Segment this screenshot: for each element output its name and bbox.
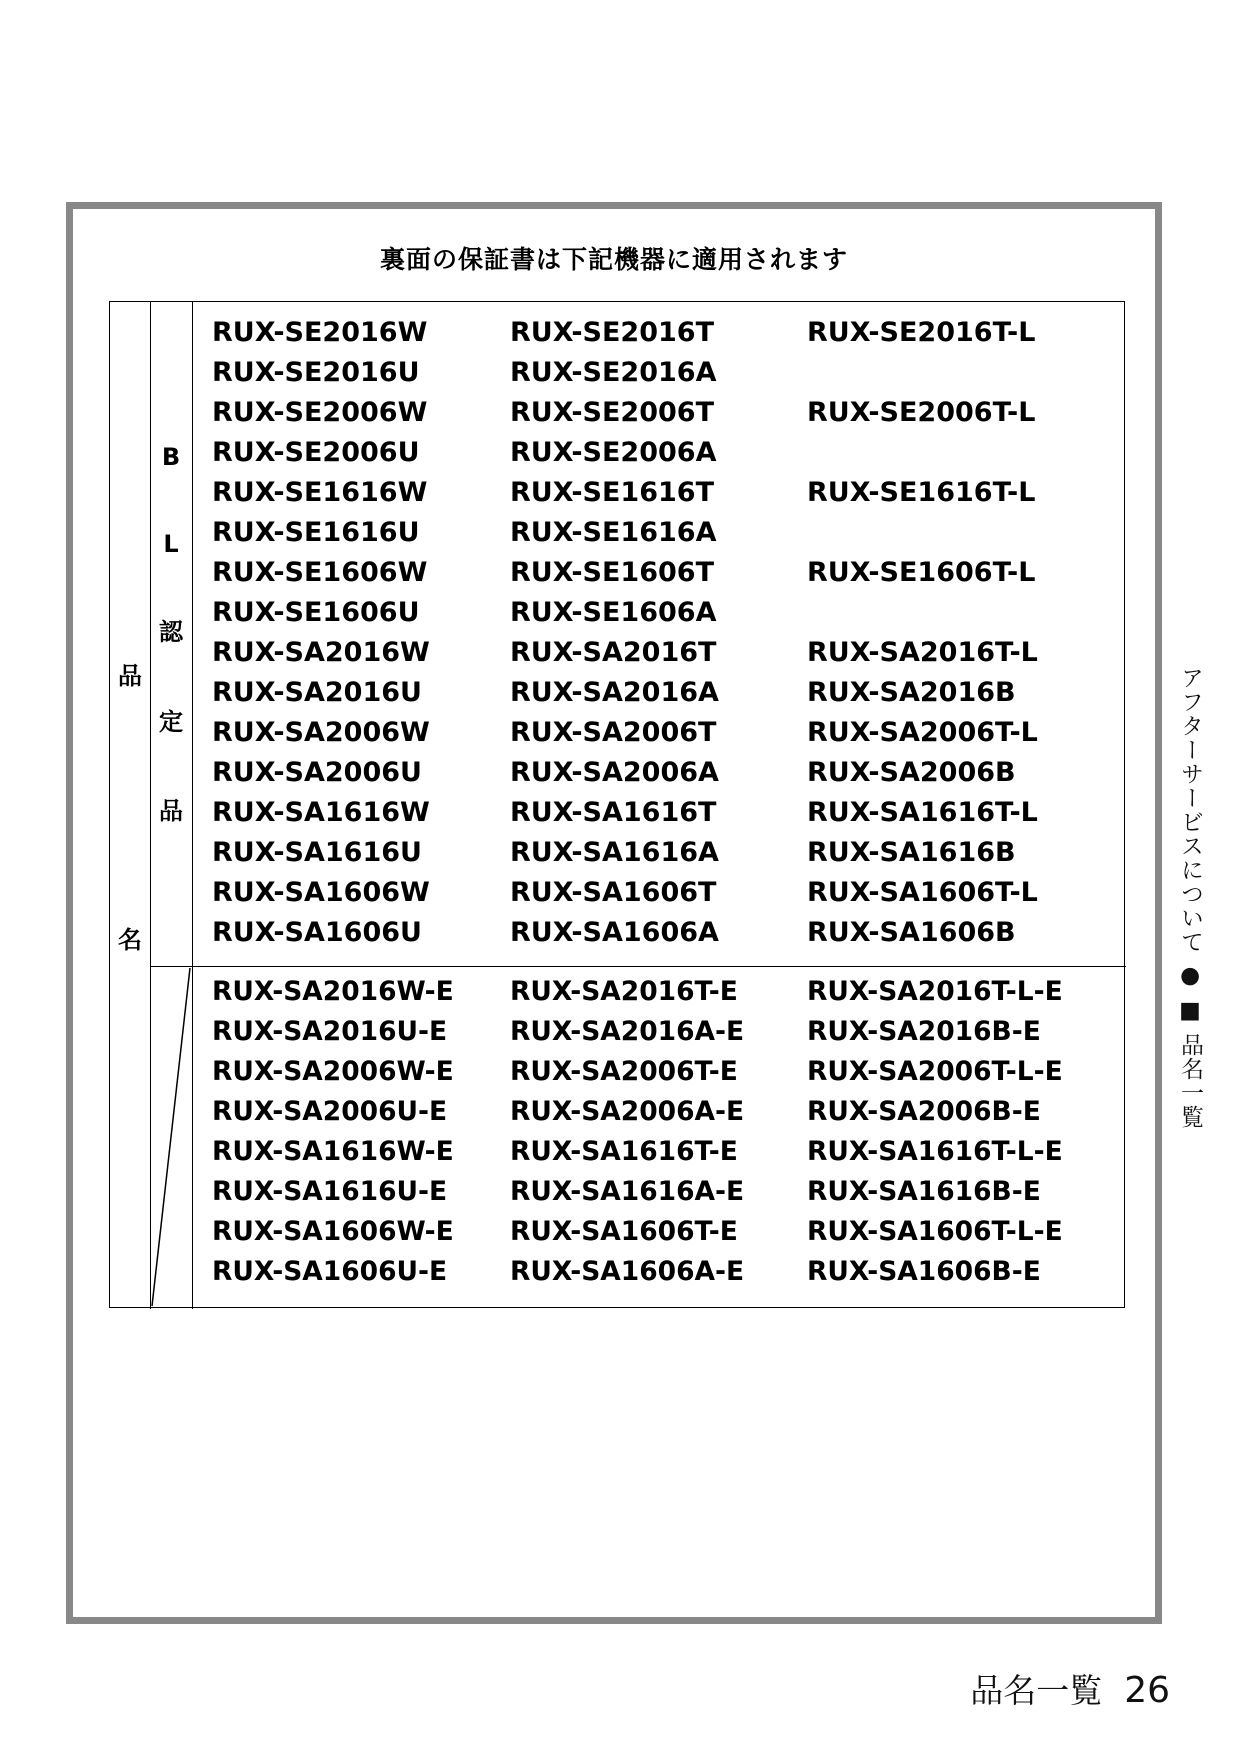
footer-title: 品名一覧 [970, 1671, 1103, 1710]
model-cell: RUX-SA1606T [510, 877, 717, 908]
model-cell: RUX-SA2006B [807, 757, 1016, 788]
model-cell: RUX-SE2006U [212, 437, 420, 468]
other-model-list [212, 972, 1125, 1292]
model-cell: RUX-SA2016T-E [510, 976, 738, 1007]
model-cell: RUX-SA2006A [510, 757, 719, 788]
model-cell: RUX-SA1616W-E [212, 1136, 454, 1167]
model-cell: RUX-SE2006A [510, 437, 717, 468]
model-cell: RUX-SA2006T-E [510, 1056, 738, 1087]
model-cell: RUX-SA1616T-L [807, 797, 1038, 828]
model-cell: RUX-SA2016W-E [212, 976, 454, 1007]
model-cell: RUX-SA1606T-L [807, 877, 1038, 908]
model-cell: RUX-SA2016A-E [510, 1016, 745, 1047]
model-cell: RUX-SA2006T [510, 717, 717, 748]
model-cell: RUX-SA2006B-E [807, 1096, 1041, 1127]
model-cell: RUX-SA2016W [212, 637, 430, 668]
model-cell: RUX-SA2016U [212, 677, 422, 708]
model-cell: RUX-SA1606U-E [212, 1256, 448, 1287]
model-cell: RUX-SA1616T-L-E [807, 1136, 1063, 1167]
row-divider [150, 966, 1126, 967]
model-cell: RUX-SA1606B-E [807, 1256, 1041, 1287]
model-cell: RUX-SA2016U-E [212, 1016, 448, 1047]
model-cell: RUX-SE1616T [510, 477, 714, 508]
model-cell [807, 433, 1125, 473]
page-number: 26 [1124, 1670, 1170, 1711]
model-cell: RUX-SE2016A [510, 357, 717, 388]
model-cell: RUX-SA2016T-L [807, 637, 1038, 668]
model-cell: RUX-SE1606U [212, 597, 420, 628]
model-cell: RUX-SA2006T-L [807, 717, 1038, 748]
model-cell: RUX-SE2016W [212, 317, 428, 348]
bl-certified-model-list [212, 313, 1125, 953]
model-cell: RUX-SA2006W [212, 717, 430, 748]
model-cell: RUX-SA1606T-L-E [807, 1216, 1063, 1247]
model-cell: RUX-SE1616A [510, 517, 717, 548]
label-char-b: B [161, 443, 181, 471]
model-cell: RUX-SA1606B [807, 917, 1016, 948]
model-cell: RUX-SA1606U [212, 917, 422, 948]
model-cell [807, 353, 1125, 393]
model-cell: RUX-SE1606W [212, 557, 428, 588]
model-cell: RUX-SA1606A [510, 917, 719, 948]
model-table [109, 301, 1125, 1308]
label-char-nin: 認 [159, 618, 183, 646]
model-cell: RUX-SA2006T-L-E [807, 1056, 1063, 1087]
model-cell: RUX-SE1606T [510, 557, 714, 588]
page-footer [970, 1665, 1170, 1712]
model-cell: RUX-SA2016T-L-E [807, 976, 1063, 1007]
model-cell [807, 593, 1125, 633]
model-cell: RUX-SE2016T [510, 317, 714, 348]
model-cell: RUX-SA2006A-E [510, 1096, 745, 1127]
model-cell: RUX-SA1616T [510, 797, 717, 828]
model-cell: RUX-SE2006W [212, 397, 428, 428]
model-cell: RUX-SA1616W [212, 797, 430, 828]
model-cell: RUX-SA2016B [807, 677, 1016, 708]
model-cell: RUX-SE1616W [212, 477, 428, 508]
section-side-label: アフターサービスについて ● ■ 品名一覧 [1177, 666, 1203, 1129]
model-cell [807, 513, 1125, 553]
model-cell: RUX-SA2016B-E [807, 1016, 1041, 1047]
model-cell: RUX-SA1616T-E [510, 1136, 738, 1167]
model-cell: RUX-SA2006W-E [212, 1056, 454, 1087]
label-char-mei: 名 [118, 926, 142, 954]
model-cell: RUX-SE1616U [212, 517, 420, 548]
model-cell: RUX-SE2006T-L [807, 397, 1036, 428]
model-cell: RUX-SE1616T-L [807, 477, 1036, 508]
model-cell: RUX-SA2016T [510, 637, 717, 668]
label-char-hin2: 品 [159, 797, 183, 825]
model-cell: RUX-SE1606T-L [807, 557, 1036, 588]
model-cell: RUX-SA1616B [807, 837, 1016, 868]
model-cell: RUX-SA2006U-E [212, 1096, 448, 1127]
model-cell: RUX-SA2006U [212, 757, 422, 788]
model-cell: RUX-SA1616U [212, 837, 422, 868]
model-cell: RUX-SE1606A [510, 597, 717, 628]
model-cell: RUX-SE2016U [212, 357, 420, 388]
model-cell: RUX-SE2006T [510, 397, 714, 428]
model-cell: RUX-SA1606W [212, 877, 430, 908]
model-cell: RUX-SA1616U-E [212, 1176, 448, 1207]
model-cell: RUX-SA1606T-E [510, 1216, 738, 1247]
label-char-l: L [163, 530, 179, 558]
label-char-hin: 品 [118, 662, 142, 690]
model-cell: RUX-SA1606A-E [510, 1256, 745, 1287]
model-cell: RUX-SA1606W-E [212, 1216, 454, 1247]
model-cell: RUX-SA1616B-E [807, 1176, 1041, 1207]
diagonal-slash [150, 966, 193, 1308]
model-cell: RUX-SE2016T-L [807, 317, 1036, 348]
label-char-tei: 定 [159, 708, 183, 736]
section-heading: 裏面の保証書は下記機器に適用されます [379, 245, 848, 274]
model-cell: RUX-SA2016A [510, 677, 719, 708]
model-cell: RUX-SA1616A-E [510, 1176, 745, 1207]
model-cell: RUX-SA1616A [510, 837, 719, 868]
